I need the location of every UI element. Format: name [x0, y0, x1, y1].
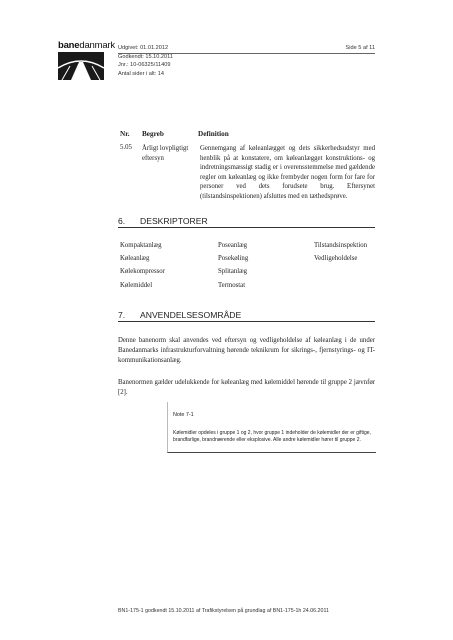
descriptor-item: Kølemiddel: [120, 281, 153, 289]
approved-date: Godkendt: 15.10.2011: [118, 53, 173, 60]
scope-paragraph-1: Denne banenorm skal anvendes ved eftersyn og vedligeholdelse af køleanlæg i de under Banedanmarks infrastrukturforvaltning hørende teknikrum for sikrings-, fjernstyrings- og IT-kommunikationsanlæg.: [118, 337, 375, 365]
bridge-logo-icon: [58, 52, 104, 80]
total-pages: Antal sider i alt: 14: [118, 70, 165, 77]
descriptor-column-3: [314, 239, 367, 265]
journal-number: Jnr.: 10-06325/11409: [118, 62, 171, 69]
logo-wordmark: [58, 40, 115, 51]
col-header-term: Begreb: [142, 130, 164, 138]
issued-date: Udgivet: 01.01.2012: [118, 45, 169, 51]
descriptor-item: Kølekompressor: [120, 268, 165, 276]
logo-bold-text: bane: [58, 40, 80, 51]
descriptor-column-1: [120, 239, 165, 292]
definition-row-text: Gennemgang af køleanlægget og dets sikkerhedsudstyr med henblik på at konstatere, om køleanlægget konstruktions- og indretningsmæssigt stadig er i overensstemmelse med gældende regler om køleanlæg og ikke frembyder nogen form for fare for personer ved dets forudsete brug. Eftersynet (tilstandsinspektionen) afsluttes med en tæthedsprøve.: [200, 145, 375, 200]
descriptor-item: Tilstandsinspektion: [314, 242, 368, 249]
descriptor-column-2: [218, 239, 248, 292]
section-heading-descriptors: [118, 216, 375, 228]
section-title: ANVENDELSESOMRÅDE: [140, 310, 242, 320]
section-heading-scope: [118, 310, 375, 322]
page-footer: BN1-175-1 godkendt 15.10.2011 af Trafikstyrelsen på grundlag af BN1-175-1h 24.06.2011: [118, 608, 329, 614]
descriptor-item: Poseanlæg: [218, 242, 248, 249]
document-metadata: [118, 44, 173, 78]
descriptor-item: Vedligeholdelse: [314, 255, 358, 263]
descriptor-item: Kompaktanlæg: [120, 242, 162, 249]
section-number: 7.: [118, 310, 126, 320]
note-title: Note 7-1: [173, 412, 194, 418]
scope-paragraph-2: Banenormen gælder udelukkende for køleanlæg med kølemiddel hørende til gruppe 2 jævnfør [2].: [118, 379, 375, 397]
section-number: 6.: [118, 216, 126, 226]
definition-row-term: Årligt lovpligtigt eftersyn: [142, 145, 189, 162]
note-text: Kølemidler opdeles i gruppe 1 og 2, hvor gruppe 1 indeholder de kølemidler der er giftige, brandfarlige, brandnærende eller eksplosive. Alle andre kølemidler hører til gruppe 2.: [173, 430, 371, 443]
page-indicator: Side 5 af 11: [345, 45, 375, 51]
col-header-definition: Definition: [198, 130, 229, 138]
section-title: DESKRIPTORER: [140, 216, 208, 226]
descriptor-item: Termostat: [218, 281, 246, 289]
descriptor-item: Køleanlæg: [120, 255, 150, 263]
descriptor-item: Posekøling: [218, 255, 249, 263]
definition-row-nr: 5.05: [120, 144, 132, 151]
header-divider: [118, 53, 375, 54]
logo-light-text: danmark: [79, 40, 115, 51]
descriptor-item: Splitanlæg: [218, 268, 248, 276]
note-box: [167, 402, 376, 453]
col-header-nr: Nr.: [120, 130, 130, 138]
